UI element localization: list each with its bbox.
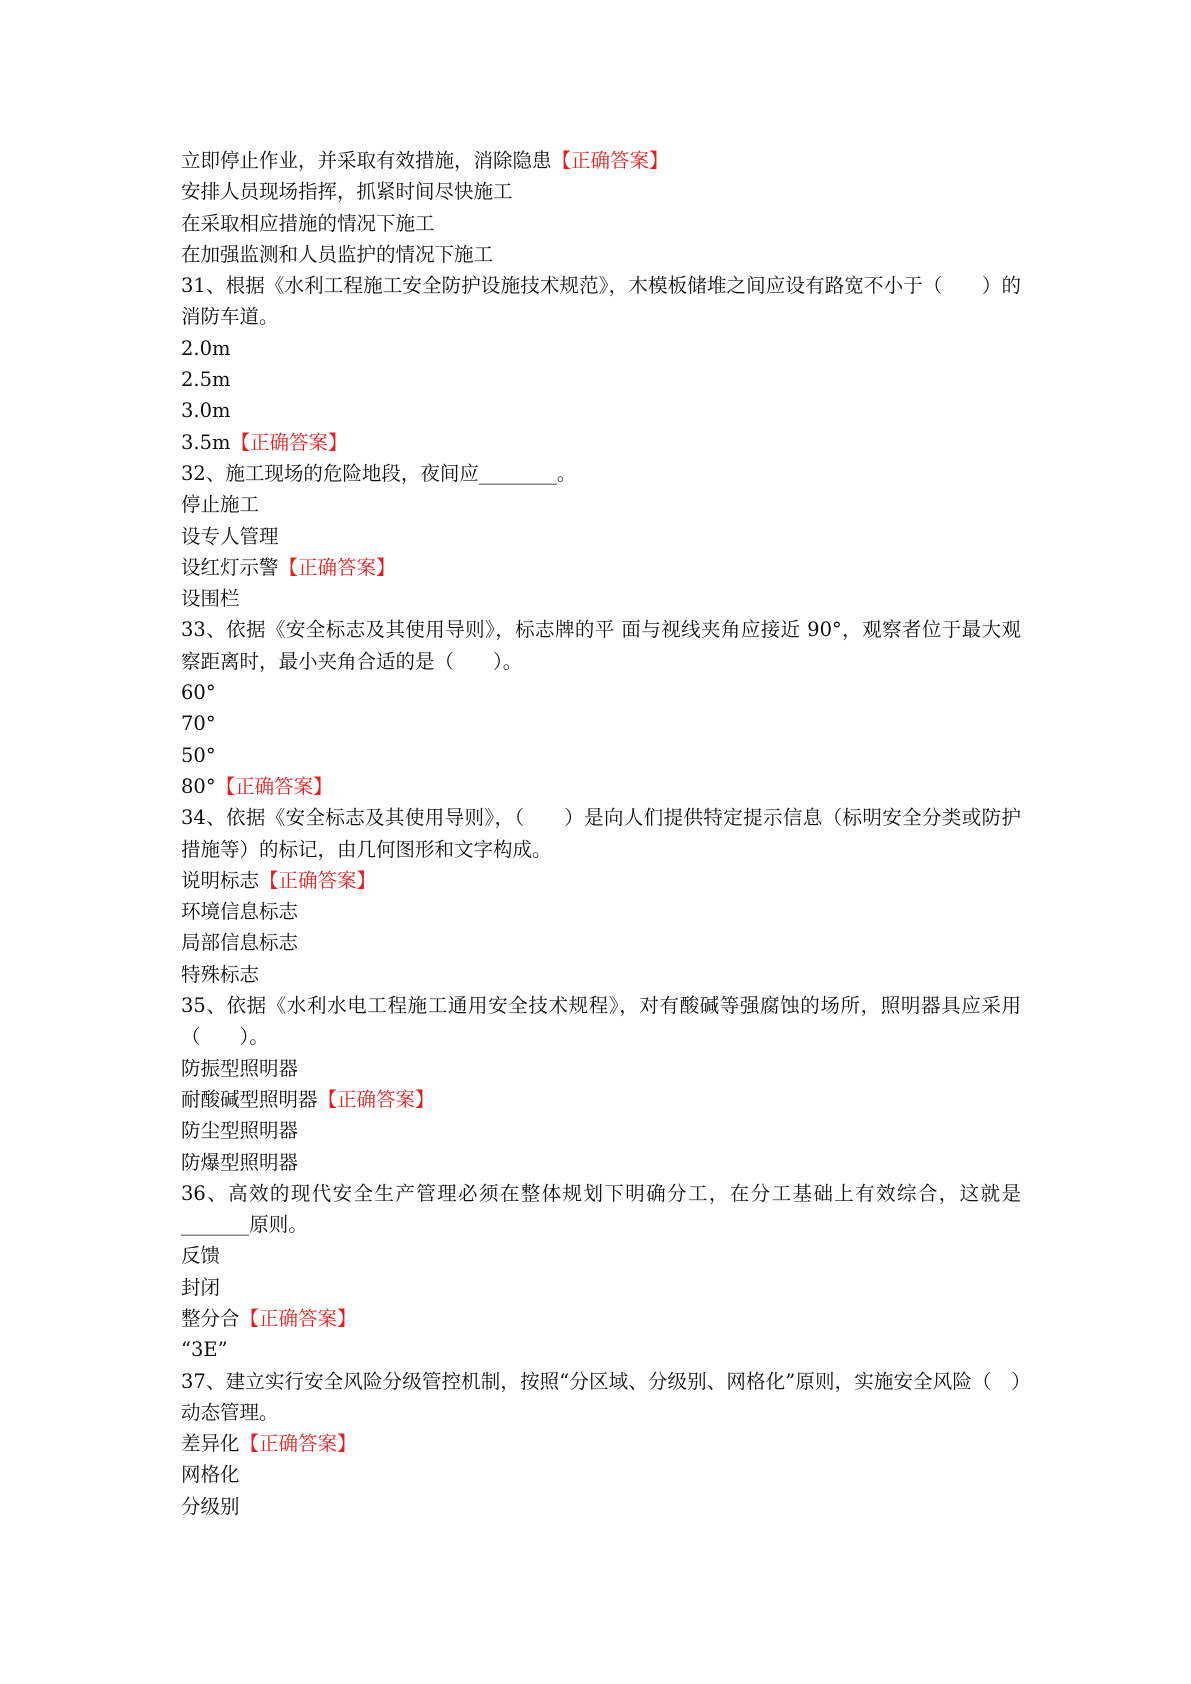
answer-option (181, 521, 1021, 552)
question-text (181, 270, 1021, 333)
option-label: 特殊标志 (181, 962, 260, 986)
option-label: 2.0m (181, 336, 231, 360)
answer-option (181, 1334, 1021, 1365)
question-text (181, 802, 1021, 865)
question-label: 31、根据《水利工程施工安全防护设施技术规范》，木模板储堆之间应设有路宽不小于（ ）的消防车道。 (181, 274, 1021, 329)
question-text (181, 614, 1021, 677)
answer-option (181, 1459, 1021, 1490)
answer-option (181, 208, 1021, 239)
option-label: 在加强监测和人员监护的情况下施工 (181, 242, 494, 266)
option-label: 防爆型照明器 (181, 1150, 299, 1174)
correct-answer-tag: 【正确答案】 (215, 774, 333, 798)
answer-option (181, 364, 1021, 395)
option-label: 封闭 (181, 1275, 221, 1299)
question-label: 35、依据《水利水电工程施工通用安全技术规程》，对有酸碱等强腐蚀的场所，照明器具应采用（ ）。 (181, 994, 1021, 1049)
quiz-content (181, 145, 1021, 1522)
question-text (181, 990, 1021, 1053)
option-label: 安排人员现场指挥，抓紧时间尽快施工 (181, 180, 513, 204)
option-label: 立即停止作业，并采取有效措施，消除隐患 (181, 149, 552, 172)
option-label: “3E” (181, 1338, 228, 1362)
option-label: 50° (181, 743, 216, 767)
answer-option (181, 1084, 1021, 1115)
answer-option (181, 1272, 1021, 1303)
answer-option (181, 333, 1021, 364)
correct-answer-tag: 【正确答案】 (278, 555, 396, 579)
answer-option (181, 677, 1021, 708)
correct-answer-tag: 【正确答案】 (259, 868, 377, 892)
answer-option (181, 239, 1021, 270)
question-label: 33、依据《安全标志及其使用导则》，标志牌的平 面与视线夹角应接近 90°，观察者位于最大观 察距离时，最小夹角合适的是（ ）。 (181, 618, 1021, 673)
option-label: 说明标志 (181, 868, 260, 892)
option-label: 停止施工 (181, 493, 260, 517)
question-label: 37、建立实行安全风险分级管控机制，按照“分区域、分级别、网格化”原则，实施安全风险（ ）动态管理。 (181, 1369, 1021, 1424)
answer-option (181, 740, 1021, 771)
answer-option (181, 1053, 1021, 1084)
question-label: 32、施工现场的危险地段，夜间应________。 (181, 461, 577, 485)
question-label: 34、依据《安全标志及其使用导则》，（ ）是向人们提供特定提示信息（标明安全分类或防护措施等）的标记，由几何图形和文字构成。 (181, 806, 1021, 861)
answer-option (181, 1115, 1021, 1146)
correct-answer-tag: 【正确答案】 (551, 149, 669, 172)
answer-option (181, 1240, 1021, 1271)
answer-option (181, 896, 1021, 927)
answer-option (181, 1428, 1021, 1459)
answer-option (181, 176, 1021, 207)
option-label: 70° (181, 712, 216, 736)
option-label: 在采取相应措施的情况下施工 (181, 211, 435, 235)
correct-answer-tag: 【正确答案】 (317, 1087, 435, 1111)
option-label: 分级别 (181, 1494, 240, 1518)
option-label: 60° (181, 681, 216, 705)
answer-option (181, 771, 1021, 802)
answer-option (181, 427, 1021, 458)
question-text (181, 458, 1021, 489)
answer-option (181, 1491, 1021, 1522)
option-label: 反馈 (181, 1244, 221, 1268)
option-label: 网格化 (181, 1463, 240, 1487)
question-text (181, 1366, 1021, 1429)
correct-answer-tag: 【正确答案】 (230, 430, 348, 454)
question-text (181, 1178, 1021, 1241)
answer-option (181, 395, 1021, 426)
option-label: 80° (181, 774, 216, 798)
correct-answer-tag: 【正确答案】 (239, 1432, 357, 1456)
option-label: 3.0m (181, 399, 231, 423)
option-label: 2.5m (181, 368, 231, 392)
option-label: 耐酸碱型照明器 (181, 1087, 318, 1111)
option-label: 设专人管理 (181, 524, 279, 548)
option-label: 差异化 (181, 1432, 240, 1456)
option-label: 防振型照明器 (181, 1056, 299, 1080)
option-label: 3.5m (181, 430, 231, 454)
answer-option (181, 489, 1021, 520)
answer-option (181, 1303, 1021, 1334)
question-label: 36、高效的现代安全生产管理必须在整体规划下明确分工，在分工基础上有效综合，这就是_______原则。 (181, 1181, 1021, 1237)
answer-option (181, 927, 1021, 958)
option-label: 整分合 (181, 1306, 240, 1330)
correct-answer-tag: 【正确答案】 (239, 1306, 357, 1330)
answer-option (181, 552, 1021, 583)
answer-option (181, 865, 1021, 896)
answer-option (181, 959, 1021, 990)
answer-option (181, 583, 1021, 614)
option-label: 环境信息标志 (181, 900, 299, 924)
answer-option (181, 708, 1021, 739)
answer-option (181, 1147, 1021, 1178)
option-label: 防尘型照明器 (181, 1119, 299, 1143)
option-label: 局部信息标志 (181, 931, 299, 955)
option-label: 设红灯示警 (181, 555, 279, 579)
answer-option (181, 145, 1021, 176)
option-label: 设围栏 (181, 587, 240, 611)
